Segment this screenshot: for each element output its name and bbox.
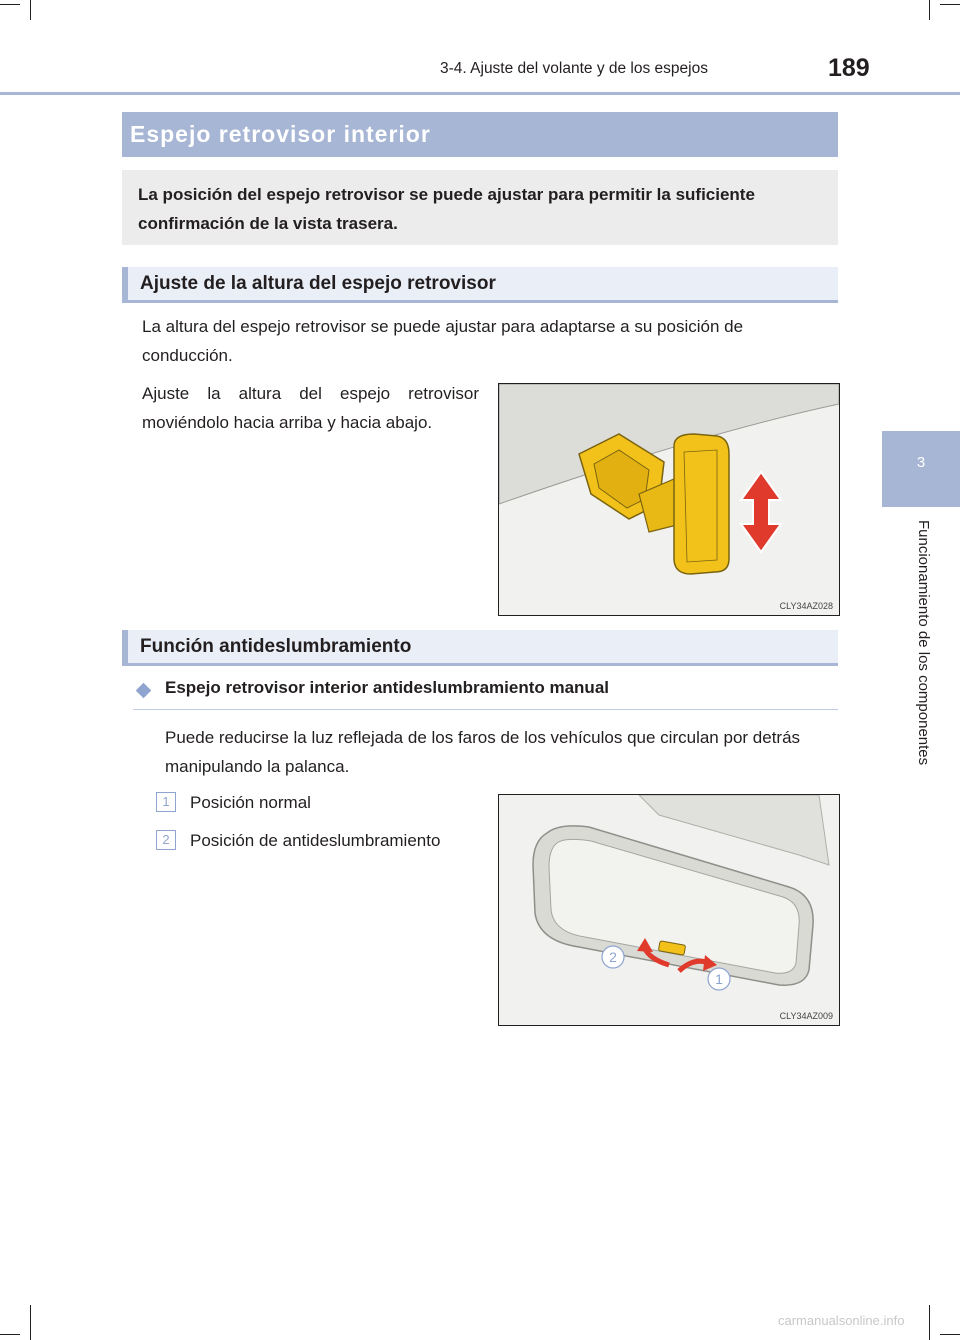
- crop-mark-bottom-left-h: [0, 1334, 20, 1335]
- callout-2: 2: [609, 949, 617, 965]
- watermark: carmanualsonline.info: [778, 1313, 905, 1328]
- crop-mark-bottom-right-h: [940, 1334, 960, 1335]
- intro-text: La posición del espejo retrovisor se puede ajustar para permitir la suficiente confirmación de la vista trasera.: [138, 185, 755, 233]
- number-2-icon: 2: [156, 830, 176, 850]
- mirror-height-figure: [498, 383, 840, 616]
- anti-glare-heading: Función antideslumbramiento: [122, 630, 838, 666]
- subheading-rule: [133, 709, 838, 710]
- height-adjust-paragraph: La altura del espejo retrovisor se puede ajustar para adaptarse a su posición de conducción.: [142, 317, 744, 365]
- figure-code: CLY34AZ009: [779, 1011, 833, 1021]
- mirror-height-illustration: [499, 384, 839, 615]
- item-anti-glare-position: Posición de antideslumbramiento: [190, 831, 441, 850]
- intro-box: [122, 170, 838, 245]
- crop-mark-top-left-h: [0, 4, 20, 5]
- callout-1: 1: [715, 971, 723, 987]
- item-normal-position: Posición normal: [190, 793, 311, 812]
- crop-mark-bottom-left-v: [30, 1305, 31, 1340]
- crop-mark-bottom-right-v: [929, 1305, 930, 1340]
- crop-mark-top-left-v: [30, 0, 31, 20]
- section-title: Espejo retrovisor interior: [122, 112, 838, 157]
- anti-glare-mirror-illustration: [499, 795, 839, 1025]
- anti-glare-paragraph: Puede reducirse la luz reflejada de los faros de los vehículos que circulan por detrás manipulando la palanca.: [165, 728, 801, 776]
- crop-mark-top-right-v: [929, 0, 930, 20]
- page-number: 189: [828, 54, 870, 82]
- diamond-bullet-icon: [136, 683, 152, 699]
- chapter-title-vertical: Funcionamiento de los componentes: [915, 520, 932, 766]
- height-adjust-instruction: Ajuste la altura del espejo retrovisor moviéndolo hacia arriba y hacia abajo.: [142, 384, 479, 432]
- up-down-arrow: [741, 472, 781, 552]
- figure-code: CLY34AZ028: [779, 601, 833, 611]
- height-adjust-heading: Ajuste de la altura del espejo retrovisor: [122, 267, 838, 303]
- chapter-tab: 3: [882, 431, 960, 507]
- crop-mark-top-right-h: [940, 4, 960, 5]
- running-header: 3-4. Ajuste del volante y de los espejos: [440, 60, 708, 77]
- header-rule: [0, 92, 960, 95]
- number-1-icon: 1: [156, 792, 176, 812]
- anti-glare-figure: [498, 794, 840, 1026]
- anti-glare-subheading: Espejo retrovisor interior antideslumbramiento manual: [165, 678, 609, 697]
